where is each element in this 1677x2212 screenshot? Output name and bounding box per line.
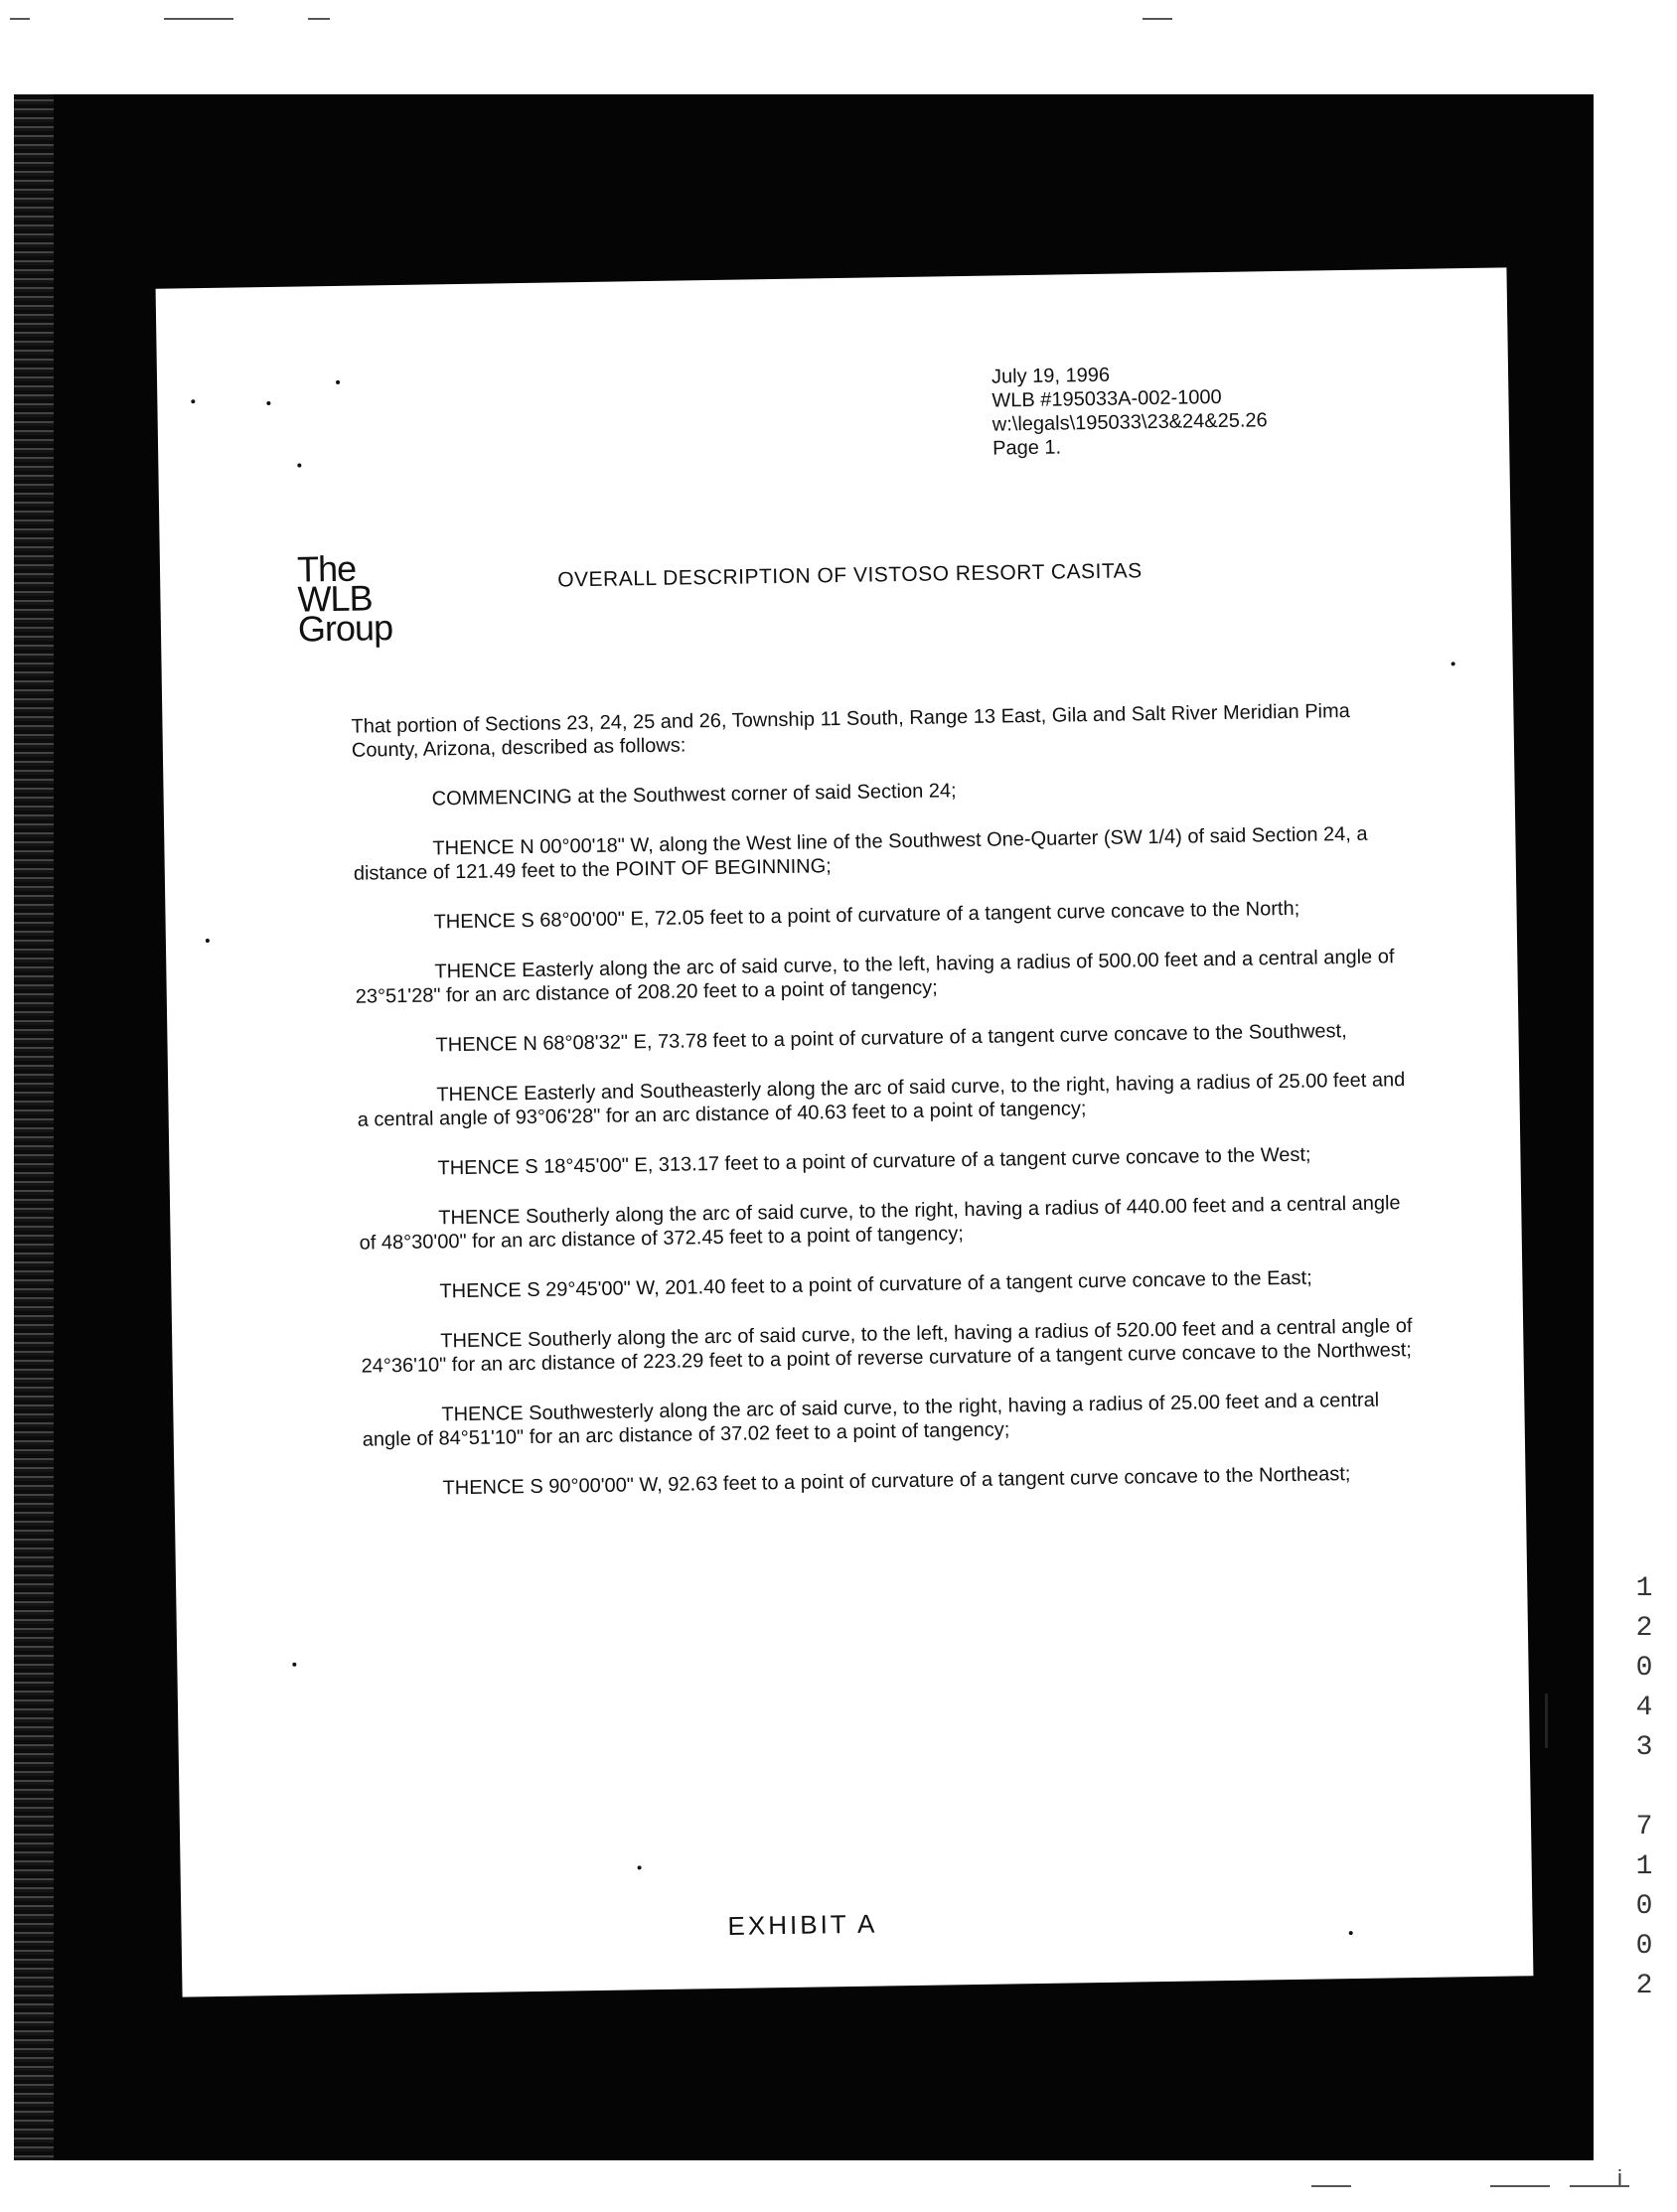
paragraph-text: That portion of Sections 23, 24, 25 and 26, Township 11 South, Range 13 East, Gila and Salt River Meridian Pima County, Arizona, described as follows: [351,699,1350,762]
margin-line [1545,1694,1548,1748]
paragraph [358,1141,1411,1182]
paragraph-text: THENCE S 68°00'00" E, 72.05 feet to a point of curvature of a tangent curve concave to the North; [433,897,1300,934]
legal-description-body [351,698,1417,1528]
recording-number-stamp [1629,1569,1659,2006]
paragraph-text: THENCE S 29°45'00" W, 201.40 feet to a point of curvature of a tangent curve concave to the East; [439,1266,1312,1303]
paragraph-text: THENCE N 68°08'32" E, 73.78 feet to a point of curvature of a tangent curve concave to the Southwest, [435,1020,1347,1057]
stamp-digit: 4 [1635,1693,1653,1723]
paragraph [360,1264,1413,1305]
page-number: Page 1. [992,436,1062,460]
paragraph-text: COMMENCING at the Southwest corner of said Section 24; [431,780,957,811]
document-page [156,267,1534,1996]
exhibit-label: EXHIBIT A [727,1908,878,1941]
logo-line-group: Group [297,607,393,650]
paragraph-text: THENCE Easterly and Southeasterly along the arc of said curve, to the right, having a radius of 25.00 feet and a central angle of 93°06'28" for an arc distance of 40.63 feet to a point of tangency; [357,1069,1406,1131]
paragraph-text: THENCE Southerly along the arc of said curve, to the right, having a radius of 440.00 feet and a central angle of 48°30'00" for an arc distance of 372.45 feet to a point of tangency; [359,1192,1401,1254]
stamp-digit [1629,1768,1659,1808]
paragraph [357,1068,1411,1132]
stamp-digit: 0 [1635,1931,1653,1962]
stamp-digit: 2 [1635,1613,1653,1644]
paragraph [362,1388,1416,1452]
paragraph [363,1461,1416,1502]
paragraph [354,895,1407,936]
document-header [991,361,1268,460]
stamp-digit: 7 [1635,1812,1653,1843]
logo-line-wlb: WLB [297,577,373,620]
paragraph [359,1191,1413,1255]
scan-edge-marks [0,18,1677,28]
stamp-digit: 3 [1635,1732,1653,1763]
document-title: OVERALL DESCRIPTION OF VISTOSO RESORT CASITAS [557,559,1143,592]
logo-line-the: The [296,547,357,590]
stamp-digit: 2 [1635,1971,1653,2001]
corner-mark: i [1617,2165,1622,2190]
paragraph-text: THENCE S 90°00'00" W, 92.63 feet to a point of curvature of a tangent curve concave to the Northeast; [442,1463,1351,1500]
paragraph [353,772,1406,812]
paragraph-text: THENCE Southerly along the arc of said curve, to the left, having a radius of 520.00 feet and a central angle of 24°36'10" for an arc distance of 223.29 feet to a point of reverse curvature of a tangent curve concave to the Northwest; [361,1315,1413,1378]
paragraph-text: THENCE Easterly along the arc of said curve, to the left, having a radius of 500.00 feet and a central angle of 23°51'28" for an arc distance of 208.20 feet to a point of tangency; [355,946,1395,1008]
file-path: w:\legals\195033\23&24&25.26 [991,409,1268,436]
paragraph [355,945,1409,1009]
document-date: July 19, 1996 [991,364,1111,388]
stamp-digit: 1 [1635,1851,1653,1882]
wlb-group-logo [296,547,393,650]
stamp-digit: 0 [1635,1891,1653,1922]
stamp-digit: 0 [1635,1653,1653,1684]
paragraph-text: THENCE N 00°00'18" W, along the West line of the Southwest One-Quarter (SW 1/4) of said Section 24, a distance of 121.49 feet to the POINT OF BEGINNING; [353,822,1368,885]
paragraph-text: THENCE Southwesterly along the arc of said curve, to the right, having a radius of 25.00 feet and a central angle of 84°51'10" for an arc distance of 37.02 feet to a point of tangency; [362,1389,1380,1451]
wlb-number: WLB #195033A-002-1000 [991,385,1222,412]
paragraph [351,698,1405,763]
paragraph-text: THENCE S 18°45'00" E, 313.17 feet to a point of curvature of a tangent curve concave to the West; [437,1143,1311,1180]
stamp-digit: 1 [1635,1573,1653,1604]
paragraph [353,821,1407,886]
paragraph [361,1314,1415,1379]
paragraph [356,1018,1409,1059]
